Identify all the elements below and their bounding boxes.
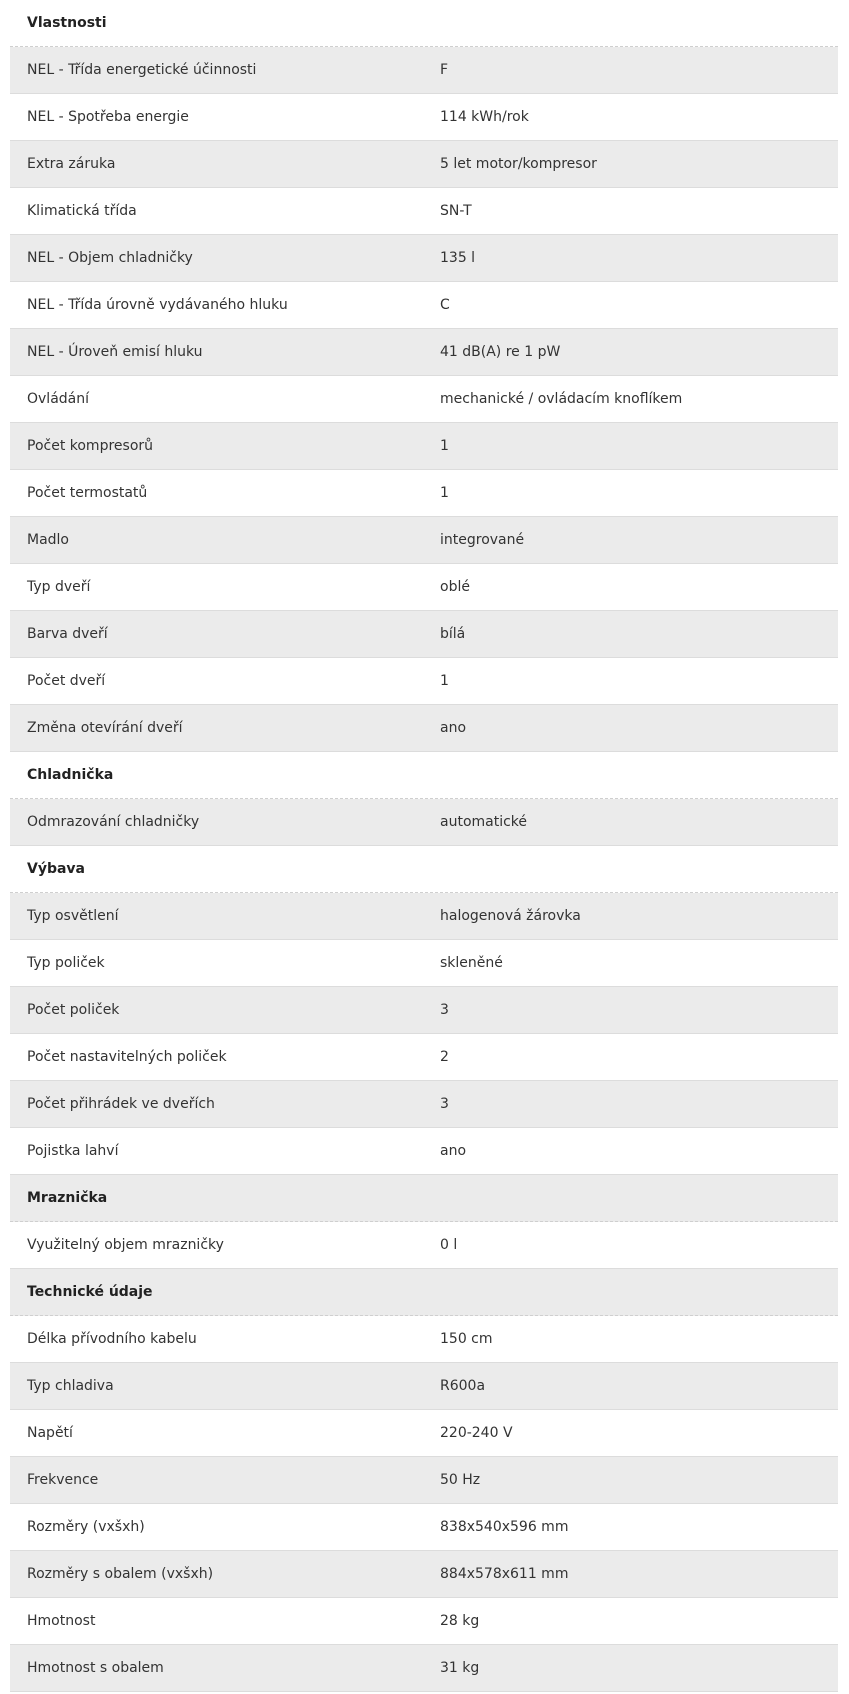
spec-value: bílá <box>440 626 466 642</box>
spec-label: Typ chladiva <box>27 1378 114 1394</box>
spec-label: Klimatická třída <box>27 203 137 219</box>
spec-label: Madlo <box>27 532 69 548</box>
spec-value: 28 kg <box>440 1613 480 1629</box>
spec-value: R600a <box>440 1378 486 1394</box>
spec-value: integrované <box>440 532 525 548</box>
spec-label: Extra záruka <box>27 156 116 172</box>
spec-value: 884x578x611 mm <box>440 1566 569 1582</box>
spec-row <box>10 1363 838 1410</box>
spec-row <box>10 1551 838 1598</box>
spec-label: Počet termostatů <box>27 485 148 501</box>
spec-value: 3 <box>440 1096 449 1112</box>
spec-value: 2 <box>440 1049 449 1065</box>
spec-value: halogenová žárovka <box>440 908 581 924</box>
spec-label: NEL - Třída energetické účinnosti <box>27 62 257 78</box>
section-header <box>10 752 838 799</box>
spec-value: 150 cm <box>440 1331 493 1347</box>
spec-label: Typ poliček <box>27 955 105 971</box>
spec-value: ano <box>440 720 467 736</box>
spec-row <box>10 423 838 470</box>
spec-value: 1 <box>440 438 449 454</box>
spec-row <box>10 47 838 94</box>
spec-label: Barva dveří <box>27 626 108 642</box>
spec-value: 114 kWh/rok <box>440 109 529 125</box>
spec-row <box>10 1081 838 1128</box>
spec-row <box>10 1457 838 1504</box>
spec-row <box>10 188 838 235</box>
spec-value: F <box>440 62 449 78</box>
spec-row <box>10 1645 838 1692</box>
spec-label: Typ dveří <box>27 579 91 595</box>
spec-value: automatické <box>440 814 528 830</box>
spec-value: oblé <box>440 579 470 595</box>
spec-value: 838x540x596 mm <box>440 1519 569 1535</box>
spec-label: Počet poliček <box>27 1002 120 1018</box>
spec-value: 3 <box>440 1002 449 1018</box>
spec-row <box>10 611 838 658</box>
spec-label: NEL - Objem chladničky <box>27 250 193 266</box>
spec-label: Počet nastavitelných poliček <box>27 1049 227 1065</box>
section-title: Vlastnosti <box>27 15 107 31</box>
spec-value: 0 l <box>440 1237 458 1253</box>
spec-row <box>10 329 838 376</box>
spec-value: mechanické / ovládacím knoflíkem <box>440 391 683 407</box>
spec-row <box>10 705 838 752</box>
spec-row <box>10 893 838 940</box>
spec-label: Hmotnost s obalem <box>27 1660 164 1676</box>
spec-row <box>10 940 838 987</box>
spec-row <box>10 1034 838 1081</box>
spec-value: 135 l <box>440 250 476 266</box>
spec-label: Odmrazování chladničky <box>27 814 200 830</box>
spec-row <box>10 141 838 188</box>
spec-value: 50 Hz <box>440 1472 481 1488</box>
spec-label: Ovládání <box>27 391 90 407</box>
spec-row <box>10 564 838 611</box>
section-title: Chladnička <box>27 767 114 783</box>
spec-label: Typ osvětlení <box>27 908 119 924</box>
spec-value: 220-240 V <box>440 1425 513 1441</box>
spec-label: Rozměry (vxšxh) <box>27 1519 145 1535</box>
spec-row <box>10 94 838 141</box>
section-header <box>10 1269 838 1316</box>
spec-label: Pojistka lahví <box>27 1143 119 1159</box>
spec-label: NEL - Úroveň emisí hluku <box>27 344 203 360</box>
spec-value: 31 kg <box>440 1660 480 1676</box>
spec-label: Rozměry s obalem (vxšxh) <box>27 1566 214 1582</box>
spec-value: C <box>440 297 450 313</box>
section-header <box>10 0 838 47</box>
spec-table <box>10 0 838 1692</box>
spec-label: Počet přihrádek ve dveřích <box>27 1096 215 1112</box>
spec-row <box>10 282 838 329</box>
spec-row <box>10 658 838 705</box>
spec-value: 5 let motor/kompresor <box>440 156 597 172</box>
spec-row <box>10 235 838 282</box>
section-header <box>10 1175 838 1222</box>
spec-label: Napětí <box>27 1425 73 1441</box>
spec-value: ano <box>440 1143 467 1159</box>
spec-label: Využitelný objem mrazničky <box>27 1237 224 1253</box>
spec-value: 41 dB(A) re 1 pW <box>440 344 561 360</box>
spec-label: Změna otevírání dveří <box>27 720 183 736</box>
spec-value: 1 <box>440 485 449 501</box>
spec-row <box>10 1316 838 1363</box>
spec-row <box>10 1504 838 1551</box>
spec-label: Počet dveří <box>27 673 106 689</box>
spec-row <box>10 1410 838 1457</box>
section-title: Výbava <box>27 861 86 877</box>
spec-value: 1 <box>440 673 449 689</box>
section-header <box>10 846 838 893</box>
spec-row <box>10 376 838 423</box>
spec-row <box>10 470 838 517</box>
spec-label: Délka přívodního kabelu <box>27 1331 197 1347</box>
spec-value: skleněné <box>440 955 503 971</box>
spec-label: Počet kompresorů <box>27 438 154 454</box>
section-title: Mraznička <box>27 1190 108 1206</box>
spec-row <box>10 1128 838 1175</box>
section-title: Technické údaje <box>27 1284 153 1300</box>
spec-label: NEL - Třída úrovně vydávaného hluku <box>27 297 288 313</box>
spec-row <box>10 517 838 564</box>
spec-row <box>10 1598 838 1645</box>
spec-row <box>10 1222 838 1269</box>
spec-label: Hmotnost <box>27 1613 96 1629</box>
spec-row <box>10 987 838 1034</box>
spec-row <box>10 799 838 846</box>
spec-label: NEL - Spotřeba energie <box>27 109 189 125</box>
spec-value: SN-T <box>440 203 472 219</box>
spec-label: Frekvence <box>27 1472 99 1488</box>
